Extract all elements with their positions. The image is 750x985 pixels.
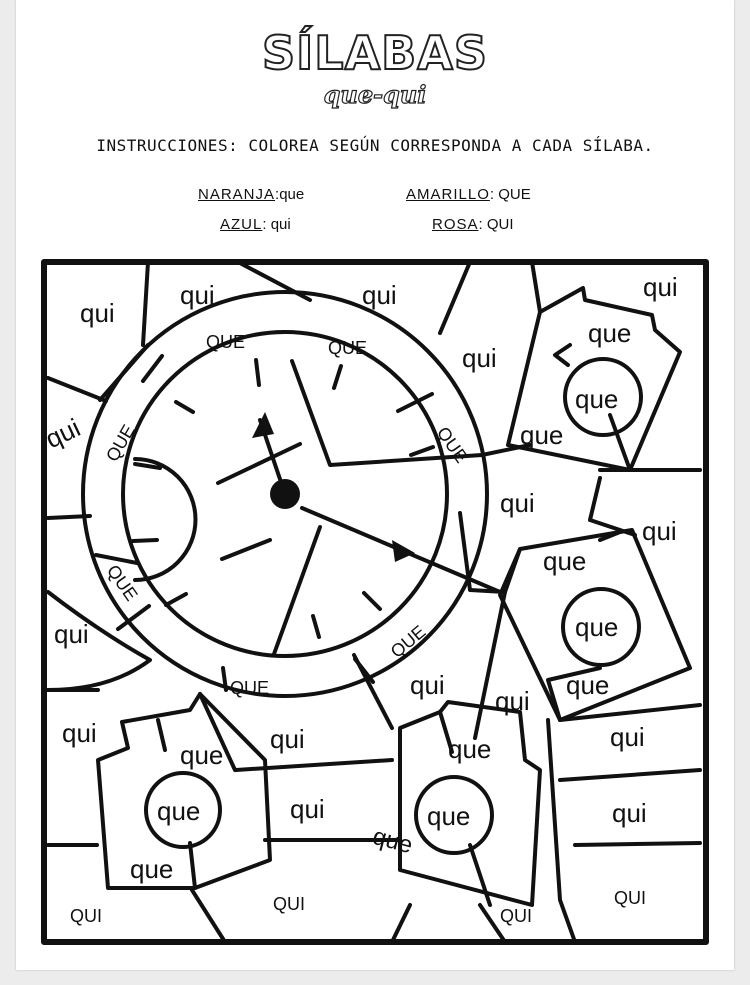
label-qui: qui: [270, 724, 305, 754]
puzzle-labels: [41, 272, 678, 926]
legend-syllable: qui: [270, 216, 291, 233]
label-qui: qui: [62, 718, 97, 748]
label-qui: qui: [54, 619, 89, 649]
label-QUI: QUI: [70, 906, 103, 926]
label-que: que: [369, 822, 416, 860]
label-QUE: QUE: [102, 561, 142, 605]
label-que: que: [575, 384, 619, 414]
label-qui: qui: [500, 488, 535, 518]
label-que: que: [427, 801, 471, 831]
legend-item-azul: AZUL: qui: [220, 216, 291, 233]
label-qui: qui: [290, 794, 325, 824]
label-qui: qui: [40, 412, 85, 455]
label-qui: qui: [612, 798, 647, 828]
label-qui: qui: [610, 722, 645, 752]
label-qui: qui: [643, 272, 678, 302]
label-que: que: [543, 546, 587, 576]
label-que: que: [180, 740, 224, 770]
legend-syllable: que: [279, 186, 305, 203]
page-title: SÍLABAS: [262, 26, 488, 80]
label-qui: qui: [362, 280, 397, 310]
minute-hand-arrow: [392, 540, 415, 562]
label-que: que: [575, 612, 619, 642]
label-QUE: QUE: [206, 332, 246, 352]
label-QUE: QUE: [386, 621, 430, 662]
hour-hand-arrow: [252, 412, 274, 438]
label-que: que: [588, 318, 632, 348]
legend-syllable: QUI: [486, 216, 514, 233]
label-QUE: QUE: [328, 338, 368, 358]
label-QUE: QUE: [102, 421, 139, 466]
clock-center-dot: [270, 479, 300, 509]
legend-item-amarillo: AMARILLO: QUE: [406, 186, 531, 203]
label-qui: qui: [410, 670, 445, 700]
label-QUE: QUE: [432, 423, 472, 467]
legend-color: ROSA: [432, 216, 479, 233]
label-QUE: QUE: [230, 678, 270, 698]
legend-item-naranja: NARANJA:que: [198, 186, 305, 203]
legend-syllable: QUE: [498, 186, 531, 203]
label-que: que: [157, 796, 201, 826]
label-que: que: [130, 854, 174, 884]
legend-item-rosa: ROSA: QUI: [432, 216, 514, 233]
legend-color: NARANJA: [198, 186, 276, 203]
label-qui: qui: [180, 280, 215, 310]
label-qui: qui: [80, 298, 115, 328]
page-subtitle: que-qui: [323, 80, 427, 109]
instructions-text: INSTRUCCIONES: COLOREA SEGÚN CORRESPONDA A CADA SÍLABA.: [96, 136, 654, 155]
label-qui: qui: [642, 516, 677, 546]
label-qui: qui: [462, 343, 497, 373]
label-que: que: [448, 734, 492, 764]
label-QUI: QUI: [273, 894, 306, 914]
label-que: que: [520, 420, 564, 450]
legend-color: AZUL: [220, 216, 263, 233]
label-que: que: [566, 670, 610, 700]
label-QUI: QUI: [500, 906, 533, 926]
legend-color: AMARILLO: [406, 186, 490, 203]
label-QUI: QUI: [614, 888, 647, 908]
label-qui: qui: [495, 686, 530, 716]
